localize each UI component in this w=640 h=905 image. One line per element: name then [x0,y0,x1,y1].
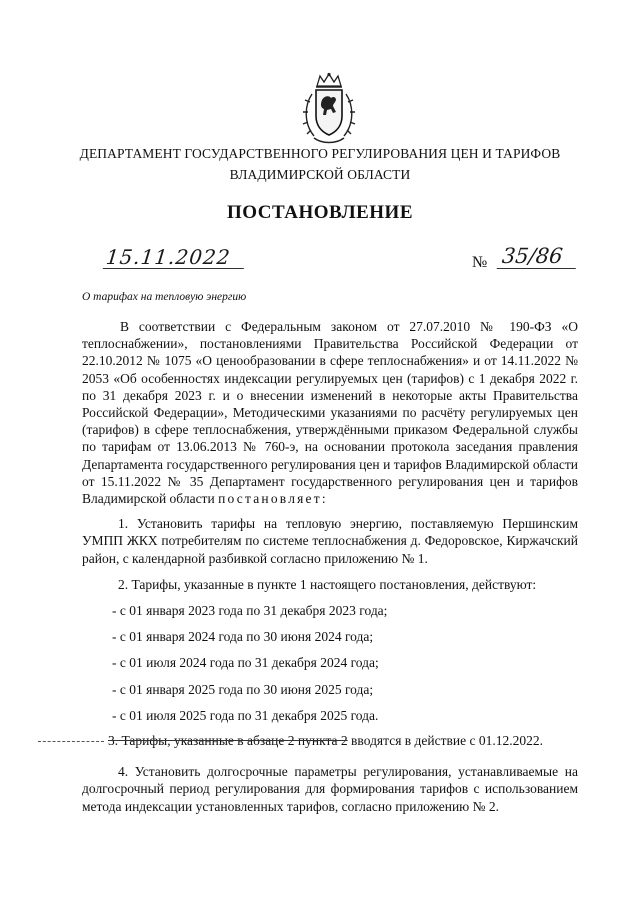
document-type-title: ПОСТАНОВЛЕНИЕ [226,202,414,223]
handwritten-number: 35/86 [497,244,578,269]
department-name-line2: ВЛАДИМИРСКОЙ ОБЛАСТИ [229,167,411,182]
clause-3-text: вводятся в действие с 01.12.2022. [347,733,543,749]
clause-3 [38,732,578,749]
strike-leader-line [38,741,104,742]
clause-2: 2. Тарифы, указанные в пункте 1 настоящего постановления, действуют: [118,576,537,592]
document-subject: О тарифах на тепловую энергию [82,291,247,303]
clause-3-struck-text: 3. Тарифы, указанные в абзаце 2 пункта 2 [108,733,348,749]
document-body [82,318,578,815]
period-item: - с 01 июля 2024 года по 31 декабря 2024 года; [112,655,379,671]
handwritten-date: 15.11.2022 [103,246,246,269]
clause-1: 1. Установить тарифы на тепловую энергию, поставляемую Першинским УМПП ЖКХ потребителям по системе теплоснабжения д. Федоровское, Киржачский район, с календарной разбивкой согласно приложению № 1. [82,516,578,566]
department-name-line1: ДЕПАРТАМЕНТ ГОСУДАРСТВЕННОГО РЕГУЛИРОВАНИЯ ЦЕН И ТАРИФОВ [79,146,561,161]
preamble-paragraph [82,318,578,507]
preamble-text: В соответствии с Федеральным законом от 27.07.2010 № 190-ФЗ «О теплоснабжении», постановлениями Правительства Российской Федерации от 22.10.2012 № 1075 «О ценообразовании в сфере теплоснабжения» и от 14.11.2022 № 2053 «Об особенностях индексации регулируемых цен (тарифов) с 1 декабря 2022 г. по 31 декабря 2023 г. и о внесении изменений в некоторые акты Правительства Российской Федерации», Методическими указаниями по расчёту регулируемых цен (тарифов) в сфере теплоснабжения, утверждёнными приказом Федеральной службы по тарифам от 13.06.2013 № 760-э, на основании протокола заседания правления Департамента государственного регулирования цен и тарифов Владимирской области от 15.11.2022 № 35 Департамент государственного регулирования цен и тарифов Владимирской области [82,319,578,507]
period-item: - с 01 января 2024 года по 30 июня 2024 года; [112,629,374,645]
period-item: - с 01 января 2023 года по 31 декабря 2023 года; [112,603,388,619]
decree-word: постановляет: [218,491,328,507]
clause-4: 4. Установить долгосрочные параметры регулирования, устанавливаемые на долгосрочный период регулирования для формирования тарифов с использованием метода индексации установленных тарифов, согласно приложению № 2. [82,764,578,814]
period-item: - с 01 января 2025 года по 30 июня 2025 года; [112,681,374,697]
period-item: - с 01 июля 2025 года по 31 декабря 2025 года. [112,707,379,723]
number-label: № [472,254,488,271]
coat-of-arms-icon [300,72,358,146]
